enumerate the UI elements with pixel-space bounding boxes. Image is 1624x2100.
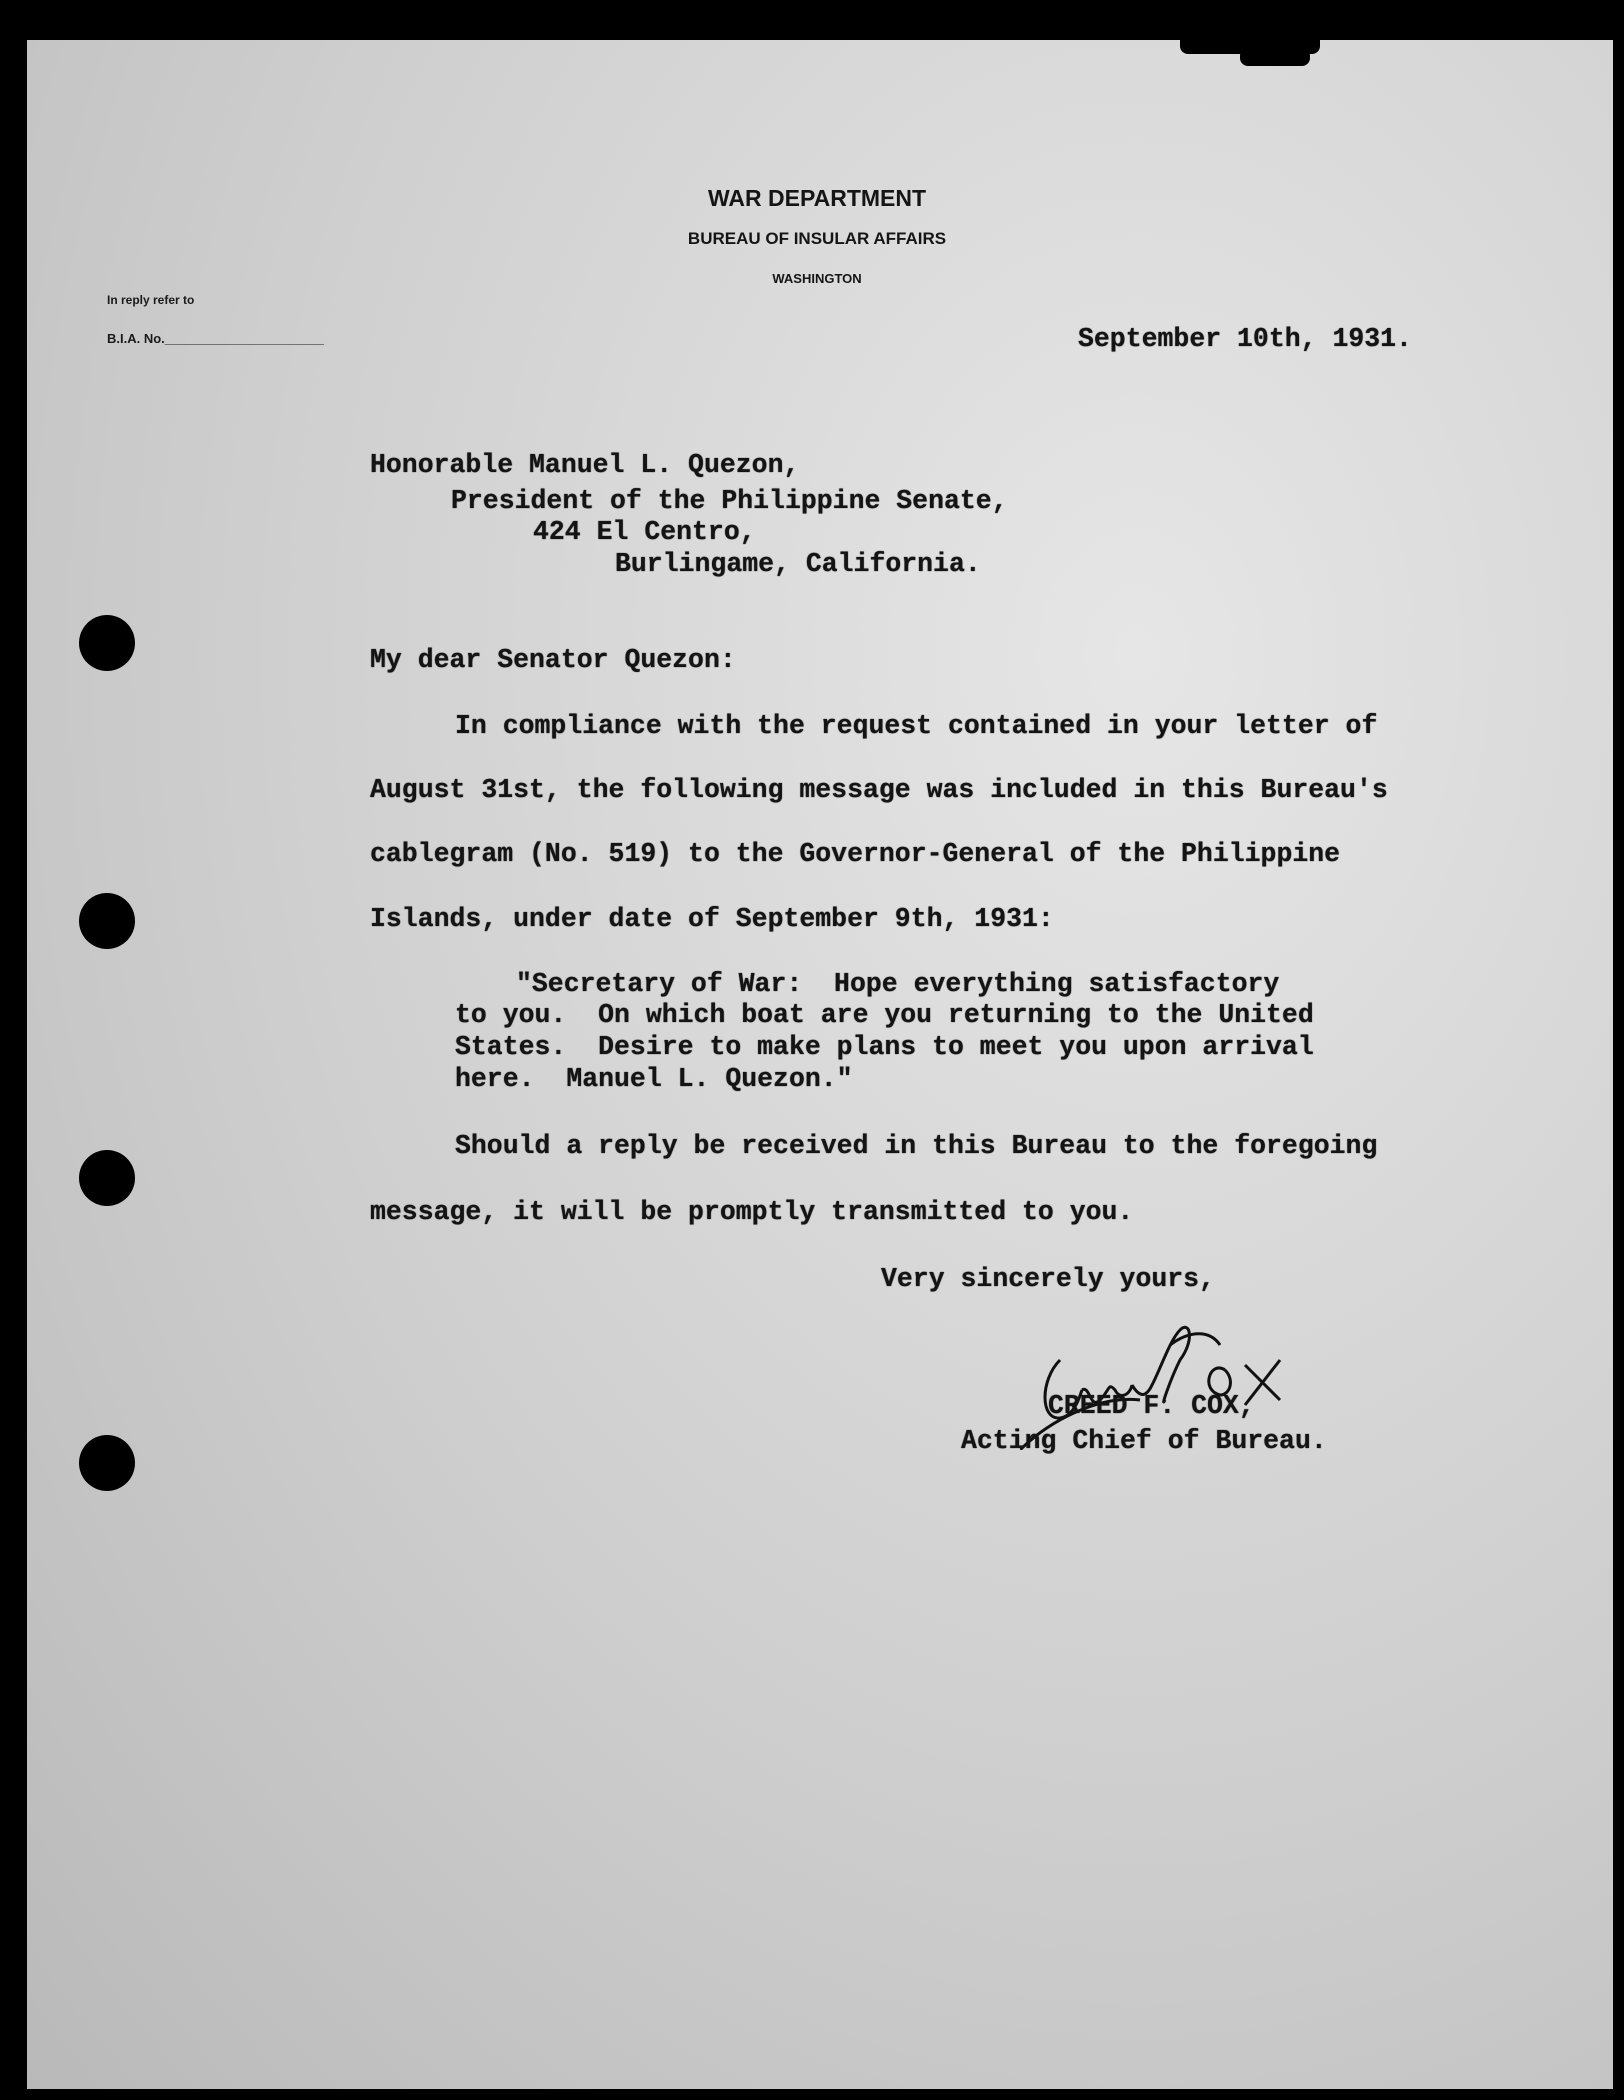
- letterhead-bureau: BUREAU OF INSULAR AFFAIRS: [687, 229, 947, 248]
- body-line: In compliance with the request contained in your letter of: [455, 711, 1378, 741]
- quote-line: "Secretary of War: Hope everything satisfactory: [516, 969, 1280, 999]
- bia-number-field: B.I.A. No.______________________: [107, 331, 324, 346]
- signer-name: CREED F. COX,: [1048, 1391, 1255, 1421]
- complimentary-close: Very sincerely yours,: [881, 1264, 1215, 1294]
- closing-paragraph-line: message, it will be promptly transmitted to you.: [370, 1197, 1134, 1227]
- body-line: cablegram (No. 519) to the Governor-General of the Philippine: [370, 839, 1341, 869]
- letter-date: September 10th, 1931.: [1078, 324, 1412, 354]
- address-line: Honorable Manuel L. Quezon,: [370, 450, 800, 480]
- address-line: President of the Philippine Senate,: [451, 486, 1008, 516]
- punch-hole: [79, 615, 135, 671]
- quote-line: here. Manuel L. Quezon.": [455, 1064, 853, 1094]
- reply-refer-label: In reply refer to: [107, 293, 195, 307]
- punch-hole: [79, 1150, 135, 1206]
- letterhead-department: WAR DEPARTMENT: [707, 185, 927, 211]
- signer-title: Acting Chief of Bureau.: [961, 1426, 1327, 1456]
- address-line: Burlingame, California.: [615, 549, 981, 579]
- punch-hole: [79, 893, 135, 949]
- body-line: Islands, under date of September 9th, 1931:: [370, 904, 1054, 934]
- letterhead-city: WASHINGTON: [772, 271, 862, 286]
- closing-paragraph-line: Should a reply be received in this Bureau to the foregoing: [455, 1131, 1378, 1161]
- body-line: August 31st, the following message was included in this Bureau's: [370, 775, 1388, 805]
- quote-line: States. Desire to make plans to meet you upon arrival: [455, 1032, 1314, 1062]
- punch-hole: [79, 1435, 135, 1491]
- address-line: 424 El Centro,: [533, 517, 756, 547]
- quote-line: to you. On which boat are you returning to the United: [455, 1000, 1314, 1030]
- edge-damage: [1240, 48, 1310, 66]
- salutation: My dear Senator Quezon:: [370, 645, 736, 675]
